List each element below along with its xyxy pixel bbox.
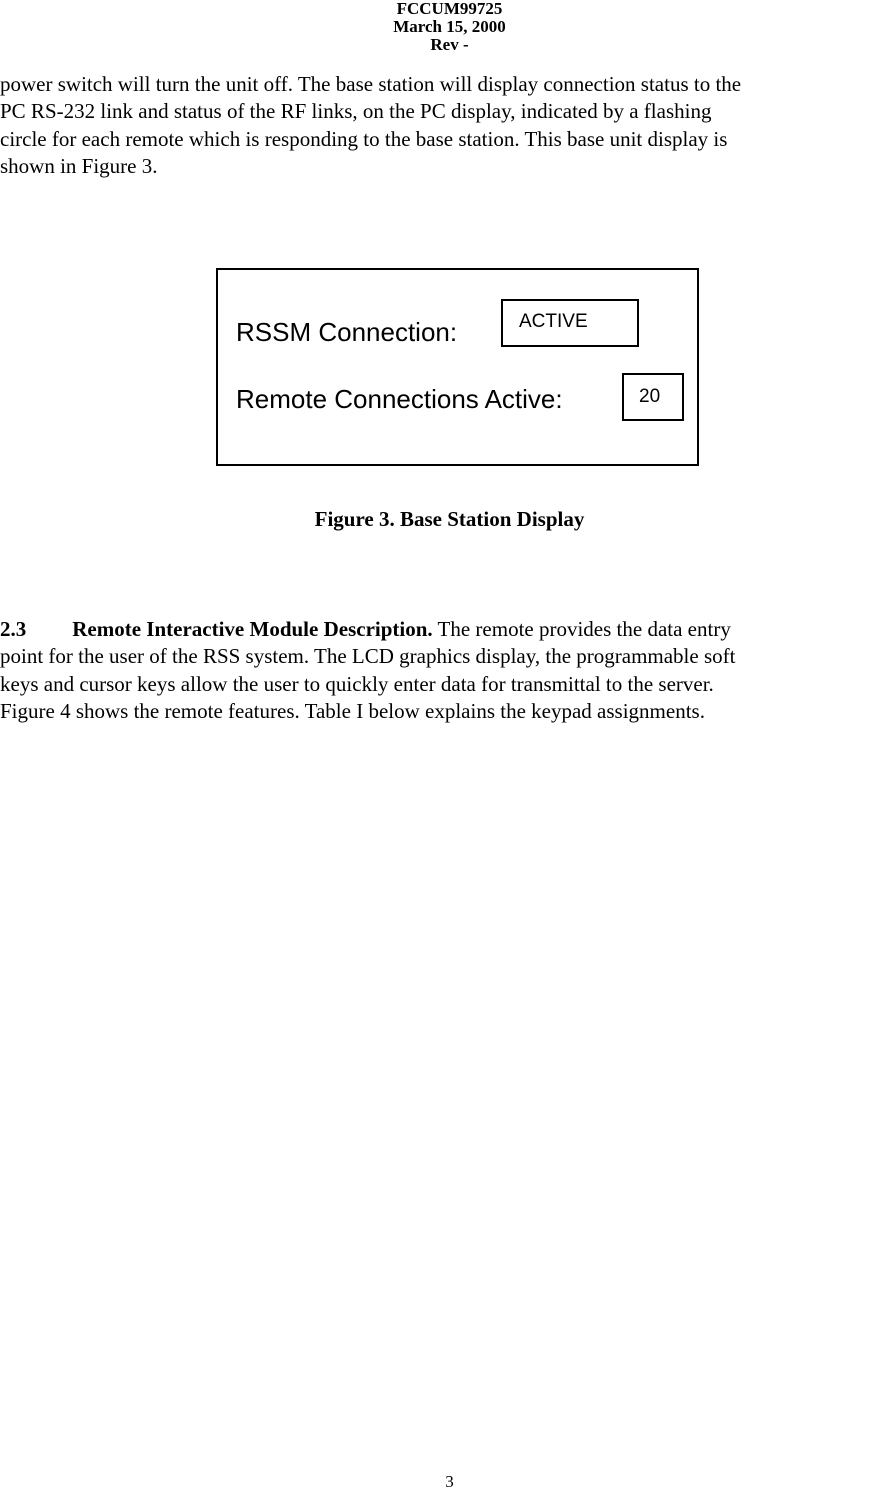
paragraph-line: power switch will turn the unit off. The base station will display connection status to the <box>0 72 742 96</box>
section-paragraph <box>0 616 889 725</box>
paragraph-line: keys and cursor keys allow the user to quickly enter data for transmittal to the server. <box>0 671 714 696</box>
intro-paragraph <box>0 71 889 180</box>
paragraph-line: shown in Figure 3. <box>0 153 158 178</box>
paragraph-line: PC RS-232 link and status of the RF links, on the PC display, indicated by a flashing <box>0 99 712 124</box>
section-number: 2.3 <box>0 617 27 641</box>
figure-caption: Figure 3. Base Station Display <box>314 507 585 531</box>
document-date: March 15, 2000 <box>393 17 506 36</box>
document-revision: Rev - <box>430 35 469 54</box>
section-title: Remote Interactive Module Description. <box>72 617 433 641</box>
page-header <box>0 0 889 54</box>
document-id: FCCUM99725 <box>396 0 503 18</box>
remote-connections-label: Remote Connections Active: <box>236 384 563 414</box>
base-station-display-figure <box>216 268 699 466</box>
rssm-connection-label: RSSM Connection: <box>236 317 458 347</box>
section-heading-line <box>0 616 889 643</box>
remote-connections-count-box: 20 <box>622 373 684 421</box>
page-number: 3 <box>445 1472 454 1491</box>
paragraph-line: circle for each remote which is responding to the base station. This base unit display is <box>0 126 728 151</box>
rssm-connection-status-box: ACTIVE <box>501 299 639 347</box>
section-first-line-text: The remote provides the data entry <box>432 617 731 641</box>
paragraph-line: Figure 4 shows the remote features. Table I below explains the keypad assignments. <box>0 698 705 723</box>
paragraph-line: point for the user of the RSS system. The LCD graphics display, the programmable soft <box>0 644 736 669</box>
